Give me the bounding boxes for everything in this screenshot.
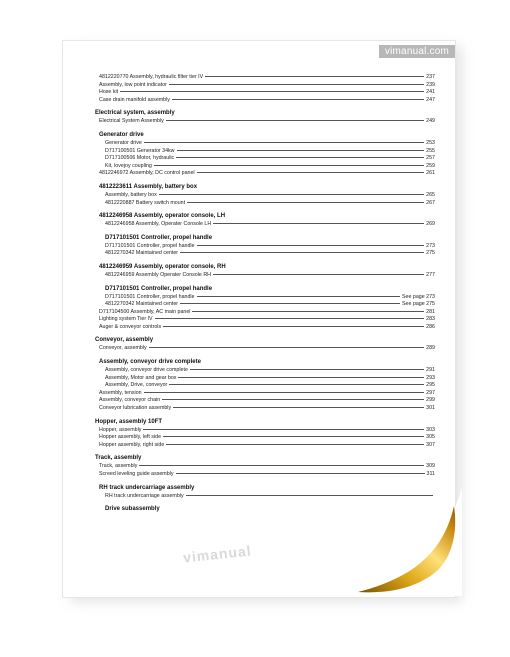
toc-entry-page: See page 273 (402, 293, 435, 300)
toc-entry-page: 293 (426, 374, 435, 381)
toc-entry[interactable] (95, 294, 435, 302)
toc-entry-page: 269 (426, 221, 435, 228)
leader-line (176, 157, 424, 158)
toc-entry-page: 241 (426, 89, 435, 96)
toc-entry-page: 255 (426, 147, 435, 154)
leader-line (139, 465, 424, 466)
faint-watermark: vimanual (182, 542, 253, 566)
toc-entry-page: 257 (426, 155, 435, 162)
toc-entry-title: Assembly, tension (99, 389, 142, 396)
toc-entry-page: 295 (426, 382, 435, 389)
toc-entry-title: Assembly, Motor and gear box (105, 374, 177, 381)
toc-entry-title: Generator drive (105, 139, 142, 146)
toc-heading: D717101501 Controller, propel handle (105, 234, 213, 241)
toc-entry-title: Assembly, conveyor drive complete (105, 367, 188, 374)
toc-entry[interactable] (95, 155, 435, 163)
toc-entry[interactable] (95, 309, 435, 317)
leader-line (149, 347, 424, 348)
toc-entry-title: Lighting system Tier IV (99, 316, 153, 323)
leader-line (192, 311, 424, 312)
toc-entry[interactable] (95, 434, 435, 442)
toc-entry-page: 289 (426, 345, 435, 352)
toc-entry[interactable] (95, 442, 435, 450)
leader-line (178, 377, 424, 378)
toc-entry-title: Assembly, conveyor chain (99, 397, 161, 404)
watermark-badge: vimanual.com (379, 45, 455, 58)
toc-entry-title: RH track undercarriage assembly (105, 492, 184, 499)
toc-entry-page: 277 (426, 271, 435, 278)
toc-entry-title: Kit, lovejoy coupling (105, 162, 152, 169)
toc-entry-title: Conveyor, assembly (99, 345, 147, 352)
leader-line (197, 245, 425, 246)
leader-line (169, 84, 424, 85)
toc-entry[interactable] (95, 89, 435, 97)
toc-entry-title: Conveyor lubrication assembly (99, 405, 172, 412)
leader-line (213, 274, 424, 275)
leader-line (180, 252, 424, 253)
leader-line (213, 223, 424, 224)
leader-line (144, 392, 425, 393)
toc-entry-page: 261 (426, 170, 435, 177)
toc-entry-page: 267 (426, 199, 435, 206)
toc-entry-title: Case drain manifold assembly (99, 96, 170, 103)
toc-entry[interactable] (95, 471, 435, 479)
leader-line (176, 473, 425, 474)
toc-entry-page: 249 (426, 118, 435, 125)
toc-entry[interactable] (95, 243, 435, 251)
toc-heading: Electrical system, assembly (95, 110, 175, 117)
toc-heading: Hopper, assembly 10FT (95, 418, 163, 425)
toc-entry-title: Hopper, assembly (99, 426, 142, 433)
toc-entry-page: 311 (426, 471, 435, 477)
toc-entry[interactable] (95, 170, 435, 178)
toc-entry[interactable] (95, 118, 435, 126)
toc-entry-title: Hopper assembly, right side (99, 441, 165, 448)
leader-line (172, 99, 424, 100)
leader-line (159, 194, 424, 195)
leader-line (143, 429, 424, 430)
toc-entry[interactable] (95, 463, 435, 471)
toc-entry[interactable] (95, 163, 435, 171)
leader-line (120, 91, 424, 92)
toc-entry-page: 283 (426, 316, 435, 323)
toc-entry-title: 4812246959 Assembly Operater Console RH (105, 271, 211, 278)
toc-entry-title: Hose kit (99, 89, 119, 96)
toc-heading: RH track undercarriage assembly (99, 484, 195, 491)
toc-heading: 4812246958 Assembly, operator console, LH (99, 213, 226, 220)
toc-entry[interactable] (95, 397, 435, 405)
toc-entry-title: 4812246958 Assembly, Operater Console LH (105, 221, 212, 228)
toc-heading: Conveyor, assembly (95, 337, 154, 344)
leader-line (173, 407, 424, 408)
leader-line (197, 172, 425, 173)
toc-entry[interactable] (95, 405, 435, 413)
toc-entry[interactable] (95, 390, 435, 398)
toc-entry[interactable] (95, 367, 435, 375)
toc-heading: Assembly, conveyor drive complete (99, 359, 201, 366)
leader-line (205, 76, 424, 77)
leader-line (155, 318, 425, 319)
toc-entry[interactable] (95, 272, 435, 280)
toc-entry[interactable] (95, 74, 435, 82)
toc-entry-title: 4812220887 Battery switch mount (105, 199, 186, 206)
toc-entry-page: 309 (426, 463, 435, 470)
toc-entry-page: 291 (426, 367, 435, 374)
toc-entry-page: 239 (426, 81, 435, 88)
toc-entry-title: D717100501 Generator 34kw (105, 147, 175, 154)
page-curl-icon (352, 488, 462, 596)
toc-entry[interactable] (95, 140, 435, 148)
toc-entry[interactable] (95, 250, 435, 258)
toc-entry-page: 273 (426, 242, 435, 249)
toc-entry-title: Auger & conveyor controls (99, 323, 162, 330)
toc-entry-page: 247 (426, 96, 435, 103)
leader-line (162, 399, 424, 400)
toc-entry-page: 237 (426, 74, 435, 80)
toc-entry-title: Electrical System Assembly (99, 118, 164, 125)
leader-line (163, 326, 424, 327)
leader-line (154, 165, 424, 166)
toc-entry-title: 4812270342 Maintained center (105, 250, 179, 257)
toc-heading: D717101501 Controller, propel handle (105, 285, 213, 292)
toc-entry[interactable] (95, 301, 435, 309)
toc-entry[interactable] (95, 82, 435, 90)
leader-line (197, 296, 400, 297)
toc-entry-page: 253 (426, 139, 435, 146)
toc-entry[interactable] (95, 148, 435, 156)
toc-entry-page: 286 (426, 323, 435, 330)
toc-entry-title: Screed leveling guide assembly (99, 471, 174, 477)
toc-heading: Track, assembly (95, 455, 142, 462)
leader-line (187, 202, 424, 203)
toc-heading: 4812246959 Assembly, operator console, RH (99, 263, 226, 270)
leader-line (166, 120, 424, 121)
leader-line (177, 150, 425, 151)
toc-entry-page: 303 (426, 426, 435, 433)
toc-entry-title: 4812220770 Assembly, hydraulic filter tier IV (99, 74, 204, 80)
toc-entry-page: 275 (426, 250, 435, 257)
toc-entry-title: D717104500 Assembly, AC main panel (99, 308, 191, 315)
toc-entry[interactable] (95, 200, 435, 208)
toc-entry-title: 4812270342 Maintained center (105, 301, 179, 308)
leader-line (163, 436, 424, 437)
leader-line (144, 142, 424, 143)
toc-heading: Drive subassembly (105, 506, 160, 513)
toc-entry[interactable] (95, 221, 435, 229)
toc-entry[interactable] (95, 97, 435, 105)
toc-entry[interactable] (95, 345, 435, 353)
toc-entry-title: Assembly, low point indicator (99, 81, 167, 88)
table-of-contents (95, 74, 435, 514)
toc-entry-title: Track, assembly (99, 463, 138, 470)
toc-entry-title: D717100506 Motor, hydraulic (105, 155, 175, 162)
leader-line (180, 303, 400, 304)
toc-entry-title: Assembly, Drive, conveyor (105, 382, 168, 389)
toc-entry-title: D717101501 Controller, propel handle (105, 293, 195, 300)
toc-entry-page: 259 (426, 162, 435, 169)
toc-entry-page: 281 (426, 308, 435, 315)
toc-entry[interactable] (95, 324, 435, 332)
toc-heading: Generator drive (99, 131, 144, 138)
toc-entry-title: Hopper assembly, left side (99, 434, 162, 441)
toc-entry-title: Assembly, battery box (105, 191, 157, 198)
toc-entry-page: 299 (426, 397, 435, 404)
toc-entry-page: 305 (426, 434, 435, 441)
leader-line (166, 444, 424, 445)
toc-entry[interactable] (95, 427, 435, 435)
toc-entry[interactable] (95, 375, 435, 383)
toc-entry-page: 297 (426, 389, 435, 396)
leader-line (169, 384, 424, 385)
leader-line (190, 369, 424, 370)
toc-entry[interactable] (95, 192, 435, 200)
toc-heading: 4812223611 Assembly, battery box (99, 183, 198, 190)
toc-entry-page: 301 (426, 405, 435, 412)
toc-entry-page: 265 (426, 191, 435, 198)
toc-entry-page: See page 275 (402, 301, 435, 308)
toc-entry-title: 4812246972 Assembly, DC control panel (99, 170, 195, 177)
toc-entry-title: D717101501 Controller, propel handle (105, 242, 195, 249)
toc-entry[interactable] (95, 382, 435, 390)
toc-entry-page: 307 (426, 441, 435, 448)
toc-entry[interactable] (95, 316, 435, 324)
